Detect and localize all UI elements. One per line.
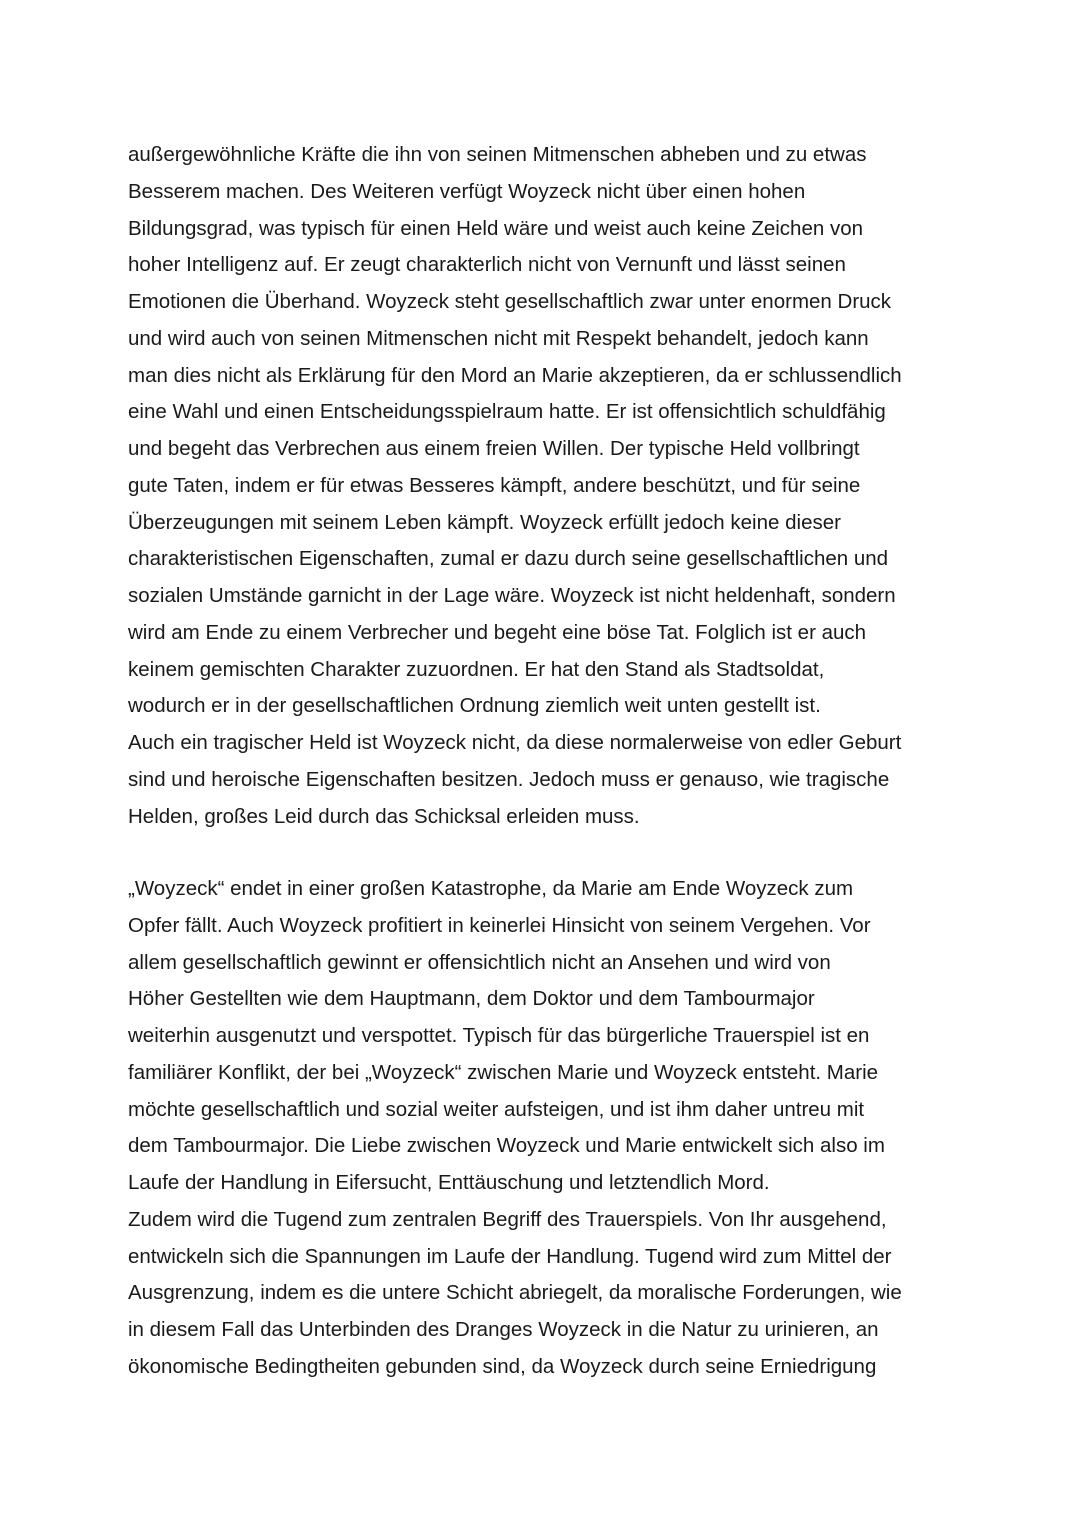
paragraph-hero-analysis: [128, 137, 968, 835]
text-line: gute Taten, indem er für etwas Besseres kämpft, andere beschützt, und für seine: [128, 473, 861, 497]
text-line: Besserem machen. Des Weiteren verfügt Woyzeck nicht über einen hohen: [128, 179, 806, 203]
text-line: wodurch er in der gesellschaftlichen Ordnung ziemlich weit unten gestellt ist.: [128, 694, 821, 718]
text-line: „Woyzeck“ endet in einer großen Katastrophe, da Marie am Ende Woyzeck zum: [128, 877, 854, 900]
text-line: Überzeugungen mit seinem Leben kämpft. Woyzeck erfüllt jedoch keine dieser: [128, 510, 841, 534]
text-line: Emotionen die Überhand. Woyzeck steht gesellschaftlich zwar unter enormen Druck: [128, 290, 892, 313]
text-line: Helden, großes Leid durch das Schicksal erleiden muss.: [128, 804, 640, 828]
text-line: wird am Ende zu einem Verbrecher und begeht eine böse Tat. Folglich ist er auch: [128, 620, 867, 644]
text-line: und wird auch von seinen Mitmenschen nicht mit Respekt behandelt, jedoch kann: [128, 326, 869, 350]
text-line: Laufe der Handlung in Eifersucht, Enttäuschung und letztendlich Mord.: [128, 1171, 770, 1194]
text-line: entwickeln sich die Spannungen im Laufe der Handlung. Tugend wird zum Mittel der: [128, 1244, 892, 1268]
text-line: ökonomische Bedingtheiten gebunden sind, da Woyzeck durch seine Erniedrigung: [128, 1354, 877, 1378]
text-line: Opfer fällt. Auch Woyzeck profitiert in keinerlei Hinsicht von seinem Vergehen. Vor: [128, 913, 871, 937]
text-line: familiärer Konflikt, der bei „Woyzeck“ zwischen Marie und Woyzeck entsteht. Marie: [128, 1060, 879, 1084]
text-line: eine Wahl und einen Entscheidungsspielraum hatte. Er ist offensichtlich schuldfähig: [128, 400, 886, 424]
text-line: sind und heroische Eigenschaften besitzen. Jedoch muss er genauso, wie tragische: [128, 767, 890, 791]
text-line: keinem gemischten Charakter zuzuordnen. Er hat den Stand als Stadtsoldat,: [128, 657, 825, 681]
text-line: in diesem Fall das Unterbinden des Dranges Woyzeck in die Natur zu urinieren, an: [128, 1318, 879, 1341]
text-line: charakteristischen Eigenschaften, zumal er dazu durch seine gesellschaftlichen und: [128, 547, 889, 571]
text-line: man dies nicht als Erklärung für den Mord an Marie akzeptieren, da er schlussendlich: [128, 363, 902, 387]
text-line: Auch ein tragischer Held ist Woyzeck nicht, da diese normalerweise von edler Geburt: [128, 731, 902, 754]
text-line: Höher Gestellten wie dem Hauptmann, dem Doktor und dem Tambourmajor: [128, 987, 815, 1011]
text-line: weiterhin ausgenutzt und verspottet. Typisch für das bürgerliche Trauerspiel ist en: [128, 1024, 870, 1047]
text-line: Bildungsgrad, was typisch für einen Held wäre und weist auch keine Zeichen von: [128, 216, 863, 240]
text-line: hoher Intelligenz auf. Er zeugt charakterlich nicht von Vernunft und lässt seinen: [128, 253, 846, 277]
text-line: und begeht das Verbrechen aus einem freien Willen. Der typische Held vollbringt: [128, 437, 860, 460]
paragraph-tragedy-analysis: [128, 871, 968, 1386]
text-line: dem Tambourmajor. Die Liebe zwischen Woyzeck und Marie entwickelt sich also im: [128, 1134, 885, 1158]
text-line: außergewöhnliche Kräfte die ihn von seinen Mitmenschen abheben und zu etwas: [128, 143, 867, 166]
text-line: Ausgrenzung, indem es die untere Schicht abriegelt, da moralische Forderungen, wie: [128, 1281, 902, 1305]
text-line: Zudem wird die Tugend zum zentralen Begriff des Trauerspiels. Von Ihr ausgehend,: [128, 1207, 887, 1231]
text-line: allem gesellschaftlich gewinnt er offensichtlich nicht an Ansehen und wird von: [128, 950, 831, 974]
text-line: sozialen Umstände garnicht in der Lage wäre. Woyzeck ist nicht heldenhaft, sondern: [128, 584, 896, 607]
text-line: möchte gesellschaftlich und sozial weiter aufsteigen, und ist ihm daher untreu mit: [128, 1097, 865, 1121]
